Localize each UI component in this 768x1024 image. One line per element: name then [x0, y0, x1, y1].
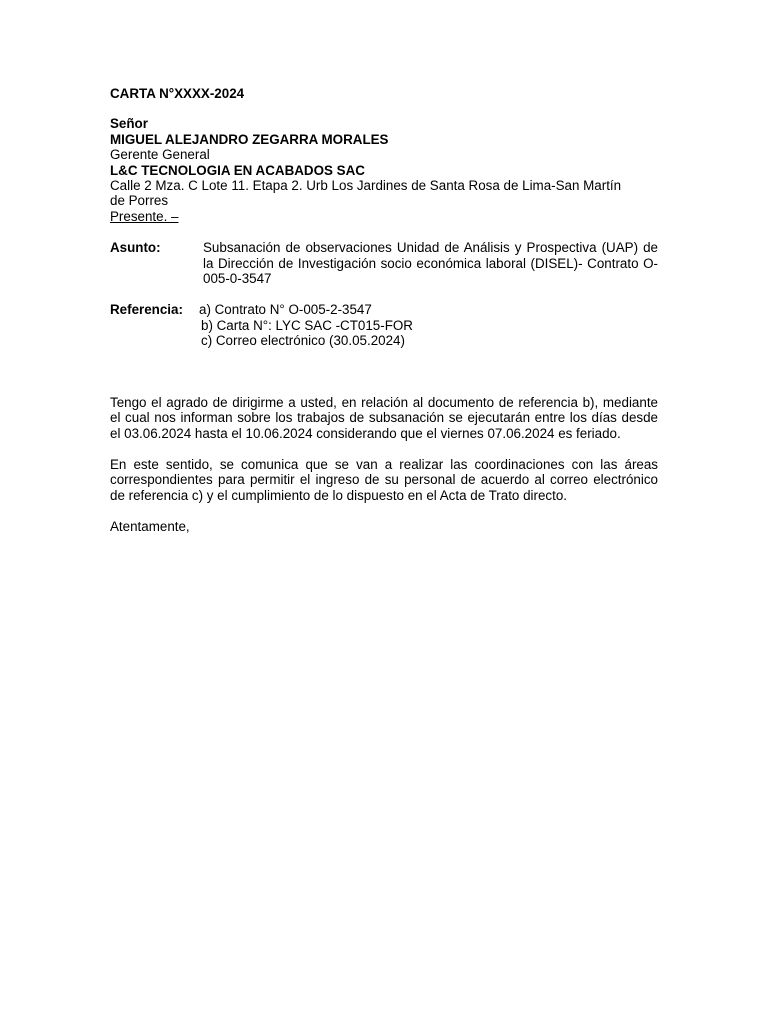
subject-block [110, 240, 658, 286]
body-paragraph-1: Tengo el agrado de dirigirme a usted, en relación al documento de referencia b), mediante el cual nos informan sobre los trabajos de subsanación se ejecutarán entre los días desde el 03.06.2024 hasta el 10.06.2024 considerando que el viernes 07.06.2024 es feriado. [110, 394, 658, 441]
subject-text: Subsanación de observaciones Unidad de Análisis y Prospectiva (UAP) de la Dirección de Investigación socio económica laboral (DISEL)- Contrato O-005-0-3547 [203, 240, 658, 287]
presente-text: Presente. – [110, 208, 179, 224]
reference-list [199, 302, 658, 348]
recipient-title: Gerente General [110, 147, 210, 163]
subject-label: Asunto: [110, 240, 161, 256]
reference-item: a) Contrato N° O-005-2-3547 [199, 302, 372, 318]
recipient-company: L&C TECNOLOGIA EN ACABADOS SAC [110, 162, 365, 178]
letter-page [110, 86, 658, 535]
recipient-name: MIGUEL ALEJANDRO ZEGARRA MORALES [110, 131, 389, 147]
reference-label: Referencia: [110, 302, 183, 318]
salutation: Señor [110, 116, 148, 132]
address-line-2: de Porres [110, 193, 169, 209]
body-paragraph-2: En este sentido, se comunica que se van a realizar las coordinaciones con las áreas correspondientes para permitir el ingreso de su personal de acuerdo al correo electrónico de referencia c) y el cumplimiento de lo dispuesto en el Acta de Trato directo. [110, 456, 658, 503]
address-line-1: Calle 2 Mza. C Lote 11. Etapa 2. Urb Los Jardines de Santa Rosa de Lima-San Martín [110, 178, 622, 194]
closing: Atentamente, [110, 519, 190, 535]
reference-block [110, 302, 658, 348]
letter-number: CARTA N°XXXX-2024 [110, 86, 245, 101]
reference-item: c) Correo electrónico (30.05.2024) [201, 333, 405, 349]
reference-item: b) Carta N°: LYC SAC -CT015-FOR [201, 317, 413, 333]
